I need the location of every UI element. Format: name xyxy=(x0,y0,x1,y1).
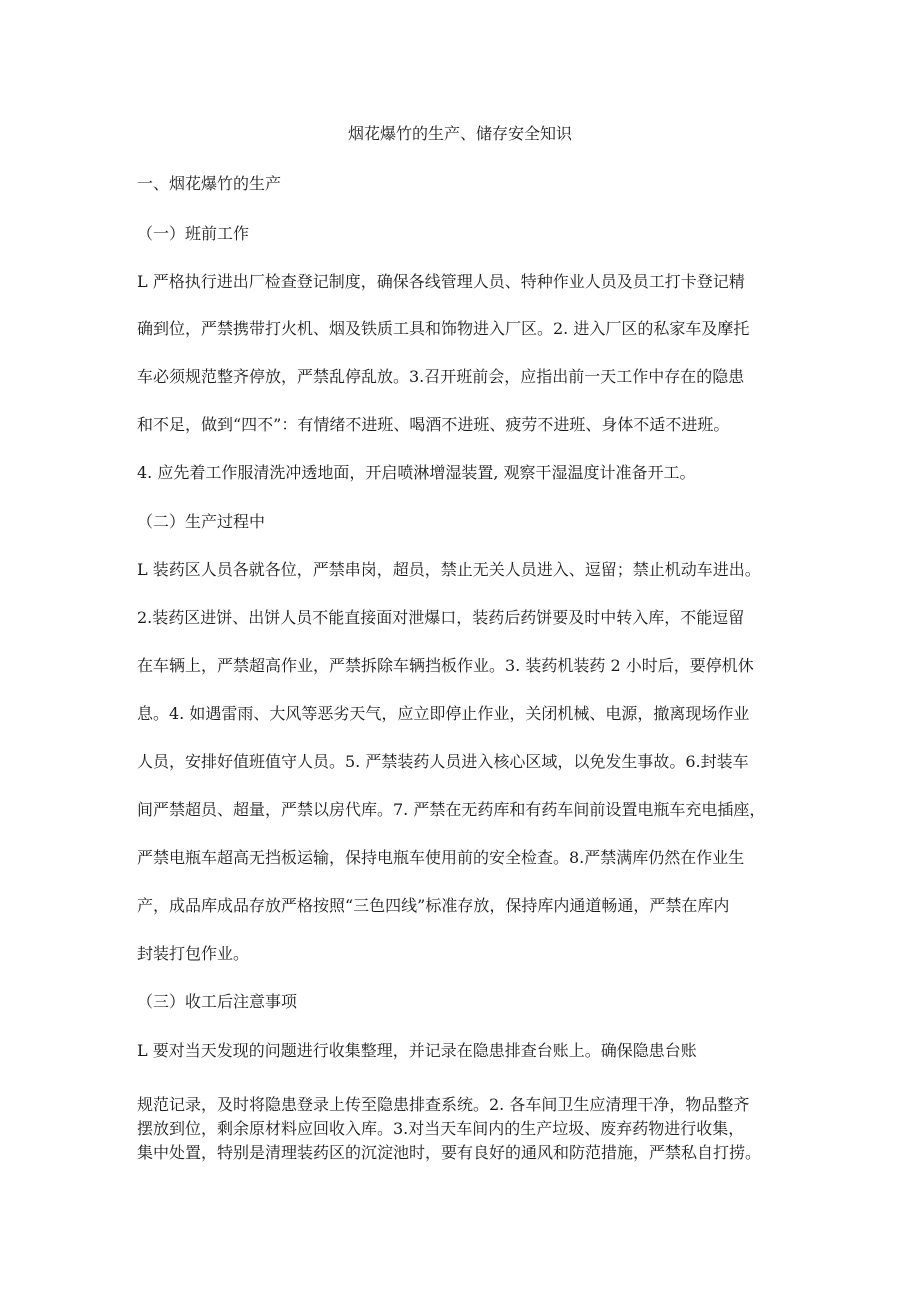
paragraph-line: 人员，安排好值班值守人员。5. 严禁装药人员进入核心区域，以免发生事故。6.封装车 xyxy=(137,752,749,771)
paragraph-line: 产，成品库成品存放严格按照“三色四线”标准存放，保持库内通道畅通，严禁在库内 xyxy=(137,896,730,915)
paragraph-line: 摆放到位，剩余原材料应回收入库。3.对当天车间内的生产垃圾、废弃药物进行收集， xyxy=(137,1119,745,1138)
paragraph-line: 车必须规范整齐停放，严禁乱停乱放。3.召开班前会，应指出前一天工作中存在的隐患 xyxy=(137,367,745,386)
subsection-heading: （一）班前工作 xyxy=(137,224,250,243)
paragraph-line: 4. 应先着工作服清洗冲透地面，开启喷淋增湿装置, 观察干湿温度计准备开工。 xyxy=(137,463,696,482)
paragraph-line: 息。4. 如遇雷雨、大风等恶劣天气，应立即停止作业，关闭机械、电源，撤离现场作业 xyxy=(137,704,750,723)
paragraph-line: 和不足，做到“四不”：有情绪不进班、喝酒不进班、疲劳不进班、身体不适不进班。 xyxy=(137,415,730,434)
section-heading: 一、烟花爆竹的生产 xyxy=(137,174,282,193)
paragraph-line: 间严禁超员、超量，严禁以房代库。7. 严禁在无药库和有药车间前设置电瓶车充电插座， xyxy=(137,800,766,819)
paragraph-line: 规范记录，及时将隐患登录上传至隐患排查系统。2. 各车间卫生应清理干净，物品整齐 xyxy=(137,1095,750,1114)
paragraph-line: L 装药区人员各就各位，严禁串岗，超员，禁止无关人员进入、逗留；禁止机动车进出。 xyxy=(137,560,761,579)
paragraph-line: L 严格执行进出厂检查登记制度，确保各线管理人员、特种作业人员及员工打卡登记精 xyxy=(137,272,745,291)
paragraph-line: 在车辆上，严禁超高作业，严禁拆除车辆挡板作业。3. 装药机装药 2 小时后，要停机休 xyxy=(137,656,754,675)
paragraph-line: 严禁电瓶车超高无挡板运输，保持电瓶车使用前的安全检查。8.严禁满库仍然在作业生 xyxy=(137,848,745,867)
paragraph-line: 集中处置，特别是清理装药区的沉淀池时，要有良好的通风和防范措施，严禁私自打捞。 xyxy=(137,1143,762,1162)
paragraph-line: 封装打包作业。 xyxy=(137,944,250,963)
dense-paragraph xyxy=(137,1093,797,1165)
paragraph-line: L 要对当天发现的问题进行收集整理，并记录在隐患排查台账上。确保隐患台账 xyxy=(137,1041,697,1060)
subsection-heading: （三）收工后注意事项 xyxy=(137,992,298,1011)
document-title: 烟花爆竹的生产、储存安全知识 xyxy=(347,124,572,143)
subsection-heading: （二）生产过程中 xyxy=(137,512,266,531)
paragraph-line: 2.装药区进饼、出饼人员不能直接面对泄爆口，装药后药饼要及时中转入库，不能逗留 xyxy=(137,608,745,627)
paragraph-line: 确到位，严禁携带打火机、烟及铁质工具和饰物进入厂区。2. 进入厂区的私家车及摩托 xyxy=(137,319,750,338)
